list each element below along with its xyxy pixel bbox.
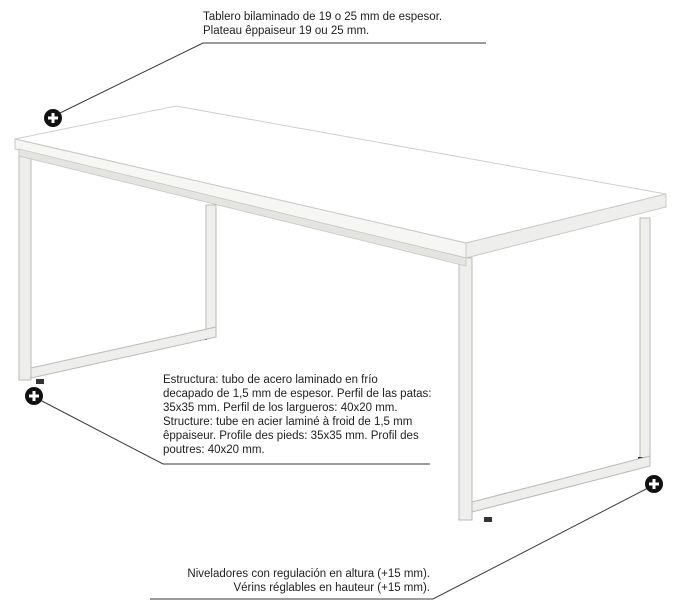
tabletop-callout-line: Plateau êppaiseur 19 ou 25 mm. [203, 25, 370, 37]
structure-callout-line: êppaiseur. Profile des pieds: 35x35 mm. Profil des [163, 430, 419, 442]
tabletop-leader-line [58, 43, 486, 114]
levelers-callout [187, 567, 430, 595]
levelers-callout-line: Niveladores con regulación en altura (+15 mm). [187, 568, 430, 580]
structure-callout [163, 373, 432, 457]
table-illustration [15, 106, 666, 522]
plus-circle-icon [645, 475, 663, 493]
structure-callout-line: Estructura: tubo de acero laminado en frío [163, 374, 378, 386]
tabletop [15, 106, 666, 266]
right-leg-frame [459, 258, 650, 522]
structure-callout-line: poutres: 40x20 mm. [163, 444, 265, 456]
structure-callout-line: decapado de 1,5 mm de espesor. Perfil de las patas: [163, 388, 432, 400]
levelers-callout-line: Vérins réglables en hauteur (+15 mm). [233, 582, 430, 594]
tabletop-callout-line: Tablero bilaminado de 19 o 25 mm de espesor. [203, 11, 443, 23]
plus-circle-icon [25, 387, 43, 405]
structure-callout-line: Structure: tube en acier laminé à froid de 1,5 mm [163, 416, 413, 428]
structure-callout-line: 35x35 mm. Perfil de los largueros: 40x20 mm. [163, 402, 398, 414]
tabletop-callout [203, 10, 442, 38]
plus-circle-icon [44, 109, 62, 127]
